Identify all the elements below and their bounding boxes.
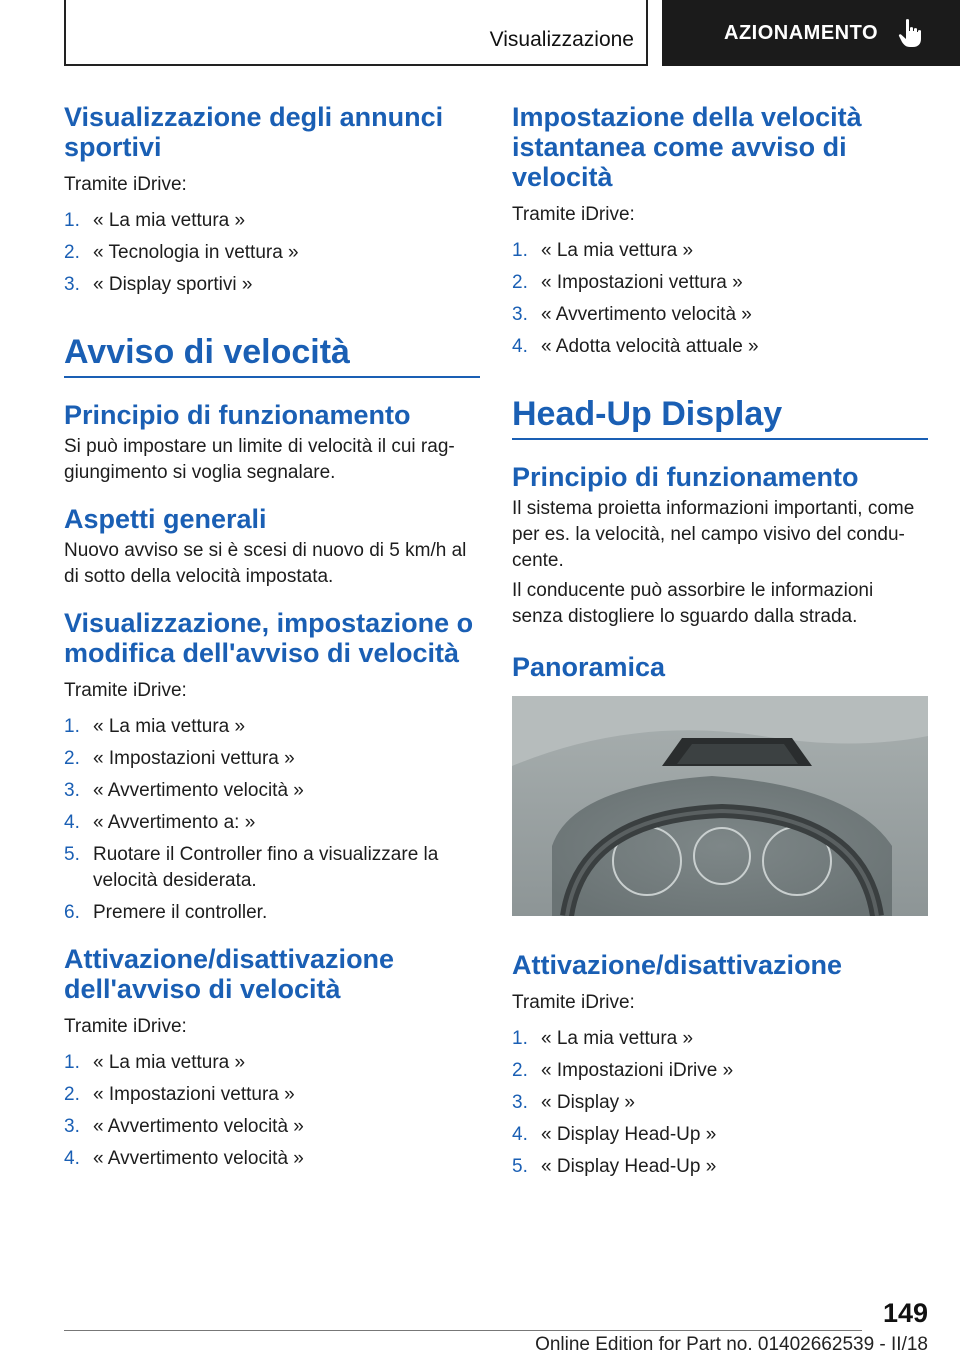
- list-item: 3. « Avvertimento velocità »: [64, 780, 304, 801]
- dashboard-photo: [512, 696, 928, 916]
- steps-list: [512, 238, 928, 360]
- list-item: 3. « Avvertimento velocità »: [512, 304, 752, 325]
- intro-text: Tramite iDrive:: [64, 1016, 187, 1037]
- list-item: 2. « Impostazioni vettura »: [64, 1084, 295, 1105]
- heading-principle: Principio di funzionamento: [512, 462, 859, 492]
- list-item: 3. « Avvertimento velocità »: [64, 1116, 304, 1137]
- list-item: 2. « Impostazioni iDrive »: [512, 1060, 734, 1081]
- list-item: 2. « Impostazioni vettura »: [512, 272, 743, 293]
- list-item: 2. « Impostazioni vettura »: [64, 748, 295, 769]
- page-number: 149: [882, 1298, 928, 1328]
- heading-speed-warning: Avviso di velocità: [64, 332, 480, 378]
- section-title: Visualizzazione: [489, 28, 634, 51]
- intro-text: Tramite iDrive:: [512, 992, 635, 1013]
- intro-text: Tramite iDrive:: [64, 174, 187, 195]
- right-column: [512, 102, 928, 1186]
- list-item: 4. « Adotta velocità attuale »: [512, 336, 759, 357]
- steps-list: [64, 714, 480, 926]
- intro-text: Tramite iDrive:: [64, 680, 187, 701]
- heading-sport-displays: Visualizzazione degli annunci sportivi: [64, 102, 444, 162]
- list-item: 4. « Avvertimento velocità »: [64, 1148, 304, 1169]
- chapter-tab-label: AZIONAMENTO: [724, 21, 879, 44]
- footer-divider: [64, 1330, 862, 1331]
- list-item: 4. « Avvertimento a: »: [64, 812, 256, 833]
- principle-text: Il sistema proietta informazioni importanti, come per es. la velocità, nel campo visivo del conducente.: [512, 498, 915, 571]
- principle-text: Si può impostare un limite di velocità il cui raggiungimento si voglia segnalare.: [64, 436, 455, 483]
- heading-principle: Principio di funzionamento: [64, 400, 411, 430]
- heading-head-up-display: Head-Up Display: [512, 394, 928, 440]
- heading-display-set: Visualizzazione, impostazione o modifica dell'avviso di velocità: [64, 608, 474, 668]
- footer-edition: Online Edition for Part no. 01402662539 - II/18: [535, 1334, 928, 1355]
- header-frame: [64, 0, 648, 66]
- heading-overview: Panoramica: [512, 652, 666, 682]
- list-item: 3. « Display »: [512, 1092, 635, 1113]
- list-item: 1. « La mia vettura »: [64, 716, 246, 737]
- list-item: 1. « La mia vettura »: [64, 1052, 246, 1073]
- list-item: 2. « Tecnologia in vettura »: [64, 242, 299, 263]
- list-item: 6. Premere il controller.: [64, 902, 268, 923]
- heading-current-speed: Impostazione della velocità istantanea come avviso di velocità: [512, 102, 862, 192]
- heading-activation: Attivazione/disattivazione: [512, 950, 843, 980]
- chapter-tab: [662, 0, 960, 66]
- list-item: 5. Ruotare il Controller fino a visualizzare la velocità desiderata.: [64, 844, 439, 891]
- pointing-hand-icon: [898, 18, 924, 48]
- steps-list: [64, 1050, 480, 1172]
- steps-list: [64, 208, 480, 298]
- list-item: 1. « La mia vettura »: [64, 210, 246, 231]
- steps-list: [512, 1026, 928, 1180]
- list-item: 3. « Display sportivi »: [64, 274, 253, 295]
- principle-text-2: Il conducente può assorbire le informazioni senza distogliere lo sguardo dalla strada.: [512, 580, 874, 627]
- intro-text: Tramite iDrive:: [512, 204, 635, 225]
- heading-activation: Attivazione/disattivazione dell'avviso di velocità: [64, 944, 395, 1004]
- list-item: 4. « Display Head-Up »: [512, 1124, 717, 1145]
- general-text: Nuovo avviso se si è scesi di nuovo di 5 km/h al di sotto della velocità impostata.: [64, 540, 467, 587]
- list-item: 1. « La mia vettura »: [512, 1028, 694, 1049]
- list-item: 1. « La mia vettura »: [512, 240, 694, 261]
- heading-general: Aspetti generali: [64, 504, 267, 534]
- list-item: 5. « Display Head-Up »: [512, 1156, 717, 1177]
- left-column: [64, 102, 480, 1178]
